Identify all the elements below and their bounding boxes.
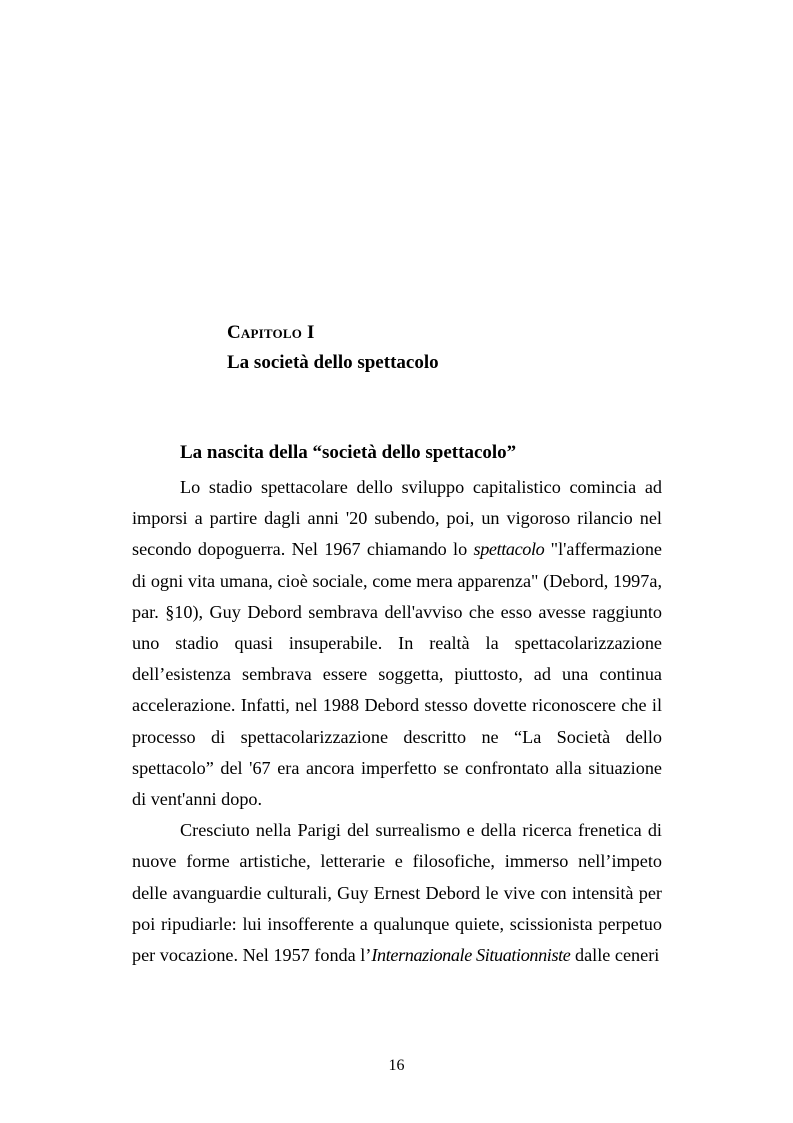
paragraph-2-text-b: dalle ceneri xyxy=(570,945,660,966)
paragraph-1-text-b: "l'affermazione di ogni vita umana, cioè sociale, come mera apparenza" (Debord, 1997a, par. §10), Guy Debord sembrava dell'avviso che esso avesse raggiunto uno stadio quasi insuperabile. In realtà la spettacolarizzazione dell’esistenza sembrava essere soggetta, piuttosto, ad una continua accelerazione. Infatti, nel 1988 Debord stesso dovette riconoscere che il processo di spettacolarizzazione descritto ne “La Società dello spettacolo” del '67 era ancora imperfetto se confrontato alla situazione di vent'anni dopo. xyxy=(132,539,662,810)
paragraph-2 xyxy=(132,815,662,971)
paragraph-2-text-a: Cresciuto nella Parigi del surrealismo e della ricerca frenetica di nuove forme artistiche, letterarie e filosofiche, immerso nell’impeto delle avanguardie culturali, Guy Ernest Debord le vive con intensità per poi ripudiarle: lui insofferente a qualunque quiete, scissionista perpetuo per vocazione. Nel 1957 fonda l’ xyxy=(132,820,662,966)
paragraph-1 xyxy=(132,472,662,815)
paragraph-2-italic-term: Internazionale Situationniste xyxy=(371,945,571,966)
page-number: 16 xyxy=(388,1057,405,1074)
paragraph-1-text-a: Lo stadio spettacolare dello sviluppo capitalistico comincia ad imporsi a partire dagli anni '20 subendo, poi, un vigoroso rilancio nel secondo dopoguerra. Nel 1967 chiamando lo xyxy=(132,477,662,560)
chapter-label: Capitolo I xyxy=(227,322,315,343)
body-text xyxy=(132,472,662,971)
section-heading: La nascita della “società dello spettacolo” xyxy=(180,442,517,463)
chapter-title: La società dello spettacolo xyxy=(227,352,439,373)
paragraph-1-italic-term: spettacolo xyxy=(473,539,545,560)
